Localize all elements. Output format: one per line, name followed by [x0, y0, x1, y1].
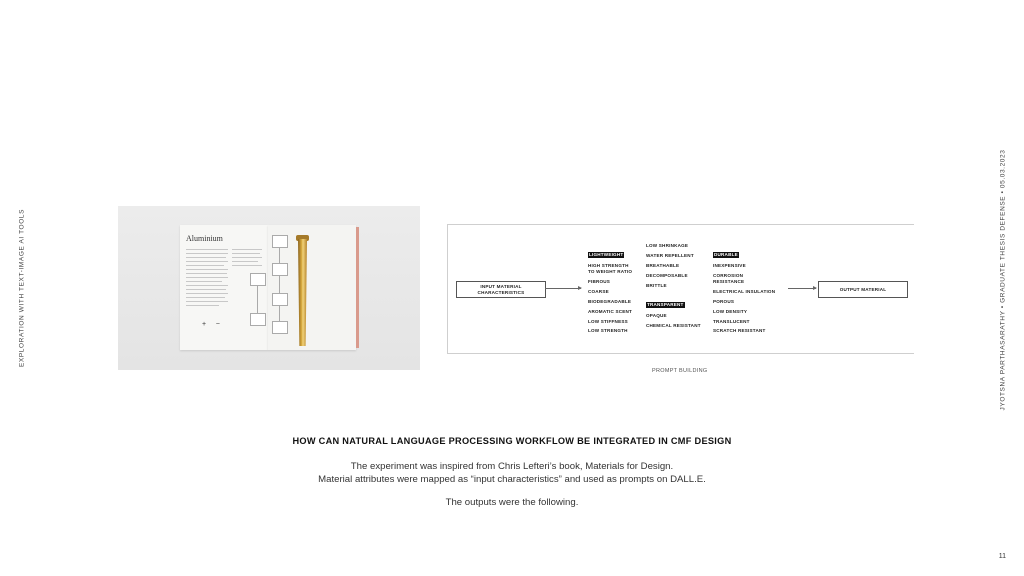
characteristic-tag: DURABLE	[714, 252, 738, 257]
slide-headline: HOW CAN NATURAL LANGUAGE PROCESSING WORKFLOW BE INTEGRATED IN CMF DESIGN	[292, 436, 732, 446]
body-line-3: The outputs were the following.	[445, 497, 579, 508]
body-line-2: Material attributes were mapped as “input characteristics” and used as prompts on DALL.E.	[318, 474, 706, 485]
characteristic-tag: TRANSLUCENT	[713, 318, 750, 324]
characteristic-tag: ELECTRICAL INSULATION	[713, 288, 776, 294]
characteristic-tag: CHEMICAL RESISTANT	[646, 322, 701, 328]
prompt-building-diagram	[447, 224, 914, 354]
characteristic-tag: SCRATCH RESISTANT	[713, 328, 766, 334]
plus-minus-icon: + −	[202, 321, 220, 328]
characteristic-tag: LOW STIFFNESS	[588, 318, 628, 324]
book-page-title: Aluminium	[186, 234, 223, 243]
output-material-label: OUTPUT MATERIAL	[839, 286, 887, 292]
page-number: 11	[998, 553, 1006, 560]
aluminium-torch-image	[298, 239, 307, 346]
output-arrow	[788, 288, 816, 289]
characteristic-tag: BRITTLE	[646, 282, 667, 288]
characteristic-tag: FIBROUS	[588, 278, 611, 284]
characteristic-tag: BIODEGRADABLE	[588, 298, 632, 304]
characteristic-tag: HIGH STRENGTH TO WEIGHT RATIO	[588, 262, 633, 274]
characteristic-tag: POROUS	[713, 298, 735, 304]
characteristic-tag: LOW STRENGTH	[588, 328, 628, 334]
characteristic-tag: WATER REPELLENT	[646, 252, 694, 258]
characteristic-tag: CORROSION RESISTANCE	[713, 272, 745, 284]
output-material-box	[818, 281, 908, 298]
open-book	[180, 225, 356, 352]
characteristic-tag: OPAQUE	[646, 312, 667, 318]
characteristic-tag: INEXPENSIVE	[713, 262, 746, 268]
characteristics-column-2	[646, 243, 701, 333]
side-label-right: JYOTSNA PARTHASARATHY • GRADUATE THESIS DEFENSE • 05.03.2023	[999, 149, 1007, 411]
characteristics-column-3	[713, 243, 775, 338]
characteristic-tag: TRANSPARENT	[647, 301, 684, 307]
characteristic-tag: AROMATIC SCENT	[588, 308, 633, 314]
diagram-caption: PROMPT BUILDING	[652, 368, 708, 374]
characteristic-tag: LOW DENSITY	[713, 308, 748, 314]
input-arrow	[545, 288, 581, 289]
characteristic-tag: COARSE	[588, 288, 609, 294]
input-material-box	[456, 281, 546, 298]
book-left-page	[180, 225, 268, 350]
characteristics-column-1	[588, 243, 632, 338]
characteristic-tag: BREATHABLE	[646, 262, 680, 268]
characteristic-tag: LOW SHRINKAGE	[646, 243, 689, 248]
book-photo	[118, 206, 420, 370]
characteristic-tag: DECOMPOSABLE	[646, 272, 688, 278]
body-line-1: The experiment was inspired from Chris Lefteri’s book, Materials for Design.	[350, 461, 674, 472]
side-label-left: EXPLORATION WITH TEXT-IMAGE AI TOOLS	[18, 208, 26, 368]
characteristic-tag: LIGHTWEIGHT	[589, 252, 624, 257]
book-right-page	[268, 225, 356, 350]
input-material-label: INPUT MATERIAL CHARACTERISTICS	[477, 283, 525, 295]
